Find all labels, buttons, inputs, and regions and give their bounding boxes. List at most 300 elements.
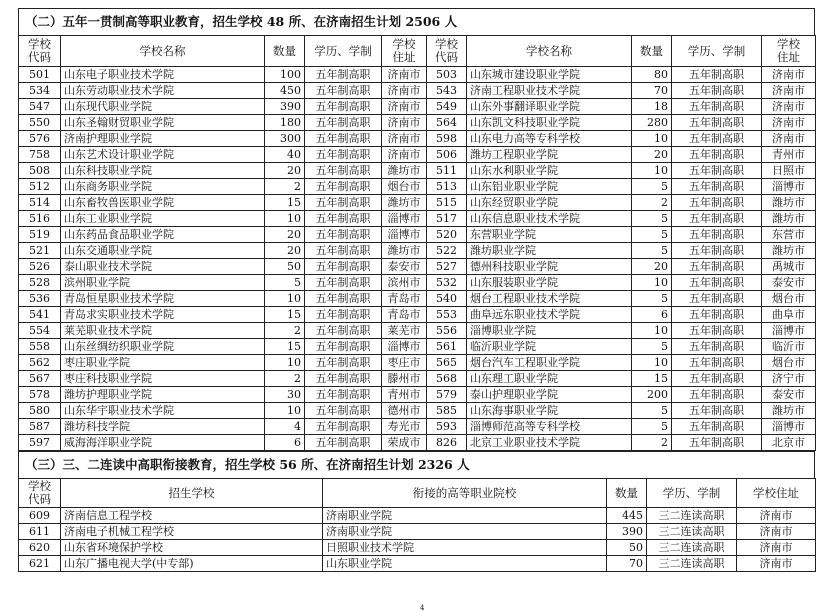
school-name: 山东商务职业学院 bbox=[61, 179, 265, 195]
enrollment-count: 10 bbox=[265, 211, 305, 227]
enrollment-count: 50 bbox=[265, 259, 305, 275]
table-row bbox=[19, 67, 816, 83]
table-row bbox=[19, 83, 816, 99]
school-code: 522 bbox=[427, 243, 467, 259]
school-address: 禹城市 bbox=[762, 259, 816, 275]
enrollment-count: 18 bbox=[632, 99, 672, 115]
school-name: 山东外事翻译职业学院 bbox=[467, 99, 632, 115]
document-page bbox=[18, 8, 815, 572]
header-enrolling-school: 招生学校 bbox=[61, 479, 323, 508]
degree-type: 五年制高职 bbox=[305, 147, 382, 163]
school-address: 潍坊市 bbox=[382, 243, 427, 259]
header-school-name: 学校名称 bbox=[467, 36, 632, 67]
school-code: 578 bbox=[19, 387, 61, 403]
enrollment-count: 2 bbox=[632, 195, 672, 211]
school-code: 526 bbox=[19, 259, 61, 275]
degree-type: 五年制高职 bbox=[305, 259, 382, 275]
table-row bbox=[19, 115, 816, 131]
school-name: 山东工业职业学院 bbox=[61, 211, 265, 227]
code-label-a: 学校 代码 bbox=[28, 37, 51, 64]
enrollment-count: 20 bbox=[265, 163, 305, 179]
table-row bbox=[19, 556, 816, 572]
school-code: 579 bbox=[427, 387, 467, 403]
enrolling-school: 山东省环境保护学校 bbox=[61, 540, 323, 556]
degree-type: 三二连读高职 bbox=[647, 508, 737, 524]
enrollment-count: 15 bbox=[265, 195, 305, 211]
table-row bbox=[19, 99, 816, 115]
school-code: 593 bbox=[427, 419, 467, 435]
table-row bbox=[19, 387, 816, 403]
enrollment-count: 10 bbox=[265, 291, 305, 307]
table-row bbox=[19, 243, 816, 259]
school-code: 516 bbox=[19, 211, 61, 227]
header-address bbox=[382, 36, 427, 67]
school-address: 潍坊市 bbox=[382, 163, 427, 179]
header-school-name: 学校名称 bbox=[61, 36, 265, 67]
enrollment-count: 445 bbox=[607, 508, 647, 524]
enrollment-count: 10 bbox=[632, 275, 672, 291]
enrollment-count: 2 bbox=[632, 435, 672, 451]
school-address: 烟台市 bbox=[762, 291, 816, 307]
school-address: 济南市 bbox=[737, 556, 816, 572]
table-row bbox=[19, 195, 816, 211]
school-address: 济南市 bbox=[382, 115, 427, 131]
header-degree: 学历、学制 bbox=[305, 36, 382, 67]
enrollment-count: 30 bbox=[265, 387, 305, 403]
degree-type: 五年制高职 bbox=[672, 339, 762, 355]
degree-type: 三二连读高职 bbox=[647, 524, 737, 540]
degree-type: 五年制高职 bbox=[672, 355, 762, 371]
school-address: 寿光市 bbox=[382, 419, 427, 435]
code-label-b: 学校 代码 bbox=[435, 37, 458, 64]
degree-type: 五年制高职 bbox=[305, 403, 382, 419]
table-row bbox=[19, 435, 816, 451]
school-code: 501 bbox=[19, 67, 61, 83]
section3-title: （三）三、二连读中高职衔接教育，招生学校 56 所、在济南招生计划 2326 人 bbox=[18, 451, 815, 478]
degree-type: 五年制高职 bbox=[305, 307, 382, 323]
table-row bbox=[19, 259, 816, 275]
enrollment-count: 180 bbox=[265, 115, 305, 131]
degree-type: 五年制高职 bbox=[672, 211, 762, 227]
school-address: 青州市 bbox=[382, 387, 427, 403]
section3-body bbox=[19, 508, 816, 572]
school-code: 534 bbox=[19, 83, 61, 99]
school-address: 淄博市 bbox=[382, 211, 427, 227]
header-degree: 学历、学制 bbox=[672, 36, 762, 67]
section2-table bbox=[18, 35, 816, 451]
enrollment-count: 15 bbox=[265, 307, 305, 323]
school-code: 556 bbox=[427, 323, 467, 339]
school-address: 北京市 bbox=[762, 435, 816, 451]
degree-type: 五年制高职 bbox=[305, 67, 382, 83]
school-name: 淄博职业学院 bbox=[467, 323, 632, 339]
school-code: 553 bbox=[427, 307, 467, 323]
table-row bbox=[19, 371, 816, 387]
school-code: 568 bbox=[427, 371, 467, 387]
school-code: 528 bbox=[19, 275, 61, 291]
school-code: 547 bbox=[19, 99, 61, 115]
school-address: 淄博市 bbox=[382, 339, 427, 355]
enrollment-count: 100 bbox=[265, 67, 305, 83]
school-code: 558 bbox=[19, 339, 61, 355]
school-name: 山东丝绸纺织职业学院 bbox=[61, 339, 265, 355]
school-address: 东营市 bbox=[762, 227, 816, 243]
table-row bbox=[19, 131, 816, 147]
school-name: 德州科技职业学院 bbox=[467, 259, 632, 275]
school-code: 576 bbox=[19, 131, 61, 147]
degree-type: 五年制高职 bbox=[672, 179, 762, 195]
school-code: 826 bbox=[427, 435, 467, 451]
school-code: 513 bbox=[427, 179, 467, 195]
school-address: 济南市 bbox=[737, 508, 816, 524]
header-count: 数量 bbox=[265, 36, 305, 67]
enrollment-count: 5 bbox=[632, 211, 672, 227]
school-code: 511 bbox=[427, 163, 467, 179]
school-address: 泰安市 bbox=[762, 387, 816, 403]
school-name: 山东水利职业学院 bbox=[467, 163, 632, 179]
section3-header-row bbox=[19, 479, 816, 508]
enrollment-count: 70 bbox=[632, 83, 672, 99]
school-code: 506 bbox=[427, 147, 467, 163]
degree-type: 五年制高职 bbox=[305, 323, 382, 339]
degree-type: 五年制高职 bbox=[672, 275, 762, 291]
enrollment-count: 5 bbox=[632, 227, 672, 243]
degree-type: 五年制高职 bbox=[672, 435, 762, 451]
section2-header-row bbox=[19, 36, 816, 67]
school-address: 莱芜市 bbox=[382, 323, 427, 339]
degree-type: 五年制高职 bbox=[305, 179, 382, 195]
degree-type: 五年制高职 bbox=[305, 419, 382, 435]
enrollment-count: 10 bbox=[632, 323, 672, 339]
degree-type: 三二连读高职 bbox=[647, 556, 737, 572]
school-code: 540 bbox=[427, 291, 467, 307]
school-code: 587 bbox=[19, 419, 61, 435]
school-name: 山东凯文科技职业学院 bbox=[467, 115, 632, 131]
school-name: 山东药品食品职业学院 bbox=[61, 227, 265, 243]
school-name: 青岛恒星职业技术学院 bbox=[61, 291, 265, 307]
school-code: 585 bbox=[427, 403, 467, 419]
school-address: 烟台市 bbox=[762, 355, 816, 371]
enrollment-count: 6 bbox=[265, 435, 305, 451]
section2-title: （二）五年一贯制高等职业教育，招生学校 48 所、在济南招生计划 2506 人 bbox=[18, 8, 815, 35]
enrollment-count: 20 bbox=[632, 259, 672, 275]
school-code: 611 bbox=[19, 524, 61, 540]
degree-type: 五年制高职 bbox=[305, 131, 382, 147]
school-name: 山东电子职业技术学院 bbox=[61, 67, 265, 83]
table-row bbox=[19, 307, 816, 323]
degree-type: 五年制高职 bbox=[305, 227, 382, 243]
school-code: 503 bbox=[427, 67, 467, 83]
section3-table bbox=[18, 478, 816, 572]
degree-type: 五年制高职 bbox=[305, 371, 382, 387]
degree-type: 五年制高职 bbox=[305, 99, 382, 115]
school-name: 山东畜牧兽医职业学院 bbox=[61, 195, 265, 211]
school-code: 520 bbox=[427, 227, 467, 243]
school-name: 泰山护理职业学院 bbox=[467, 387, 632, 403]
enrollment-count: 15 bbox=[265, 339, 305, 355]
school-address: 滨州市 bbox=[382, 275, 427, 291]
school-code: 597 bbox=[19, 435, 61, 451]
degree-type: 五年制高职 bbox=[672, 307, 762, 323]
enrollment-count: 450 bbox=[265, 83, 305, 99]
enrollment-count: 15 bbox=[632, 371, 672, 387]
degree-type: 五年制高职 bbox=[672, 131, 762, 147]
school-name: 山东现代职业学院 bbox=[61, 99, 265, 115]
school-name: 北京工业职业技术学院 bbox=[467, 435, 632, 451]
degree-type: 五年制高职 bbox=[672, 259, 762, 275]
enrollment-count: 80 bbox=[632, 67, 672, 83]
school-name: 山东劳动职业技术学院 bbox=[61, 83, 265, 99]
table-row bbox=[19, 403, 816, 419]
degree-type: 五年制高职 bbox=[672, 147, 762, 163]
enrollment-count: 5 bbox=[632, 179, 672, 195]
enrollment-count: 390 bbox=[265, 99, 305, 115]
enrollment-count: 10 bbox=[265, 403, 305, 419]
degree-type: 五年制高职 bbox=[672, 291, 762, 307]
school-code: 519 bbox=[19, 227, 61, 243]
school-code: 758 bbox=[19, 147, 61, 163]
degree-type: 五年制高职 bbox=[305, 339, 382, 355]
enrollment-count: 2 bbox=[265, 323, 305, 339]
enrollment-count: 6 bbox=[632, 307, 672, 323]
enrolling-school: 济南电子机械工程学校 bbox=[61, 524, 323, 540]
school-code: 564 bbox=[427, 115, 467, 131]
enrollment-count: 5 bbox=[265, 275, 305, 291]
school-address: 滕州市 bbox=[382, 371, 427, 387]
enrolling-school: 济南信息工程学校 bbox=[61, 508, 323, 524]
school-address: 曲阜市 bbox=[762, 307, 816, 323]
school-address: 济南市 bbox=[382, 99, 427, 115]
table-row bbox=[19, 179, 816, 195]
school-name: 烟台汽车工程职业学院 bbox=[467, 355, 632, 371]
addr-label-a: 学校 住址 bbox=[392, 37, 416, 64]
school-address: 潍坊市 bbox=[382, 195, 427, 211]
table-row bbox=[19, 211, 816, 227]
school-address: 淄博市 bbox=[762, 179, 816, 195]
table-row bbox=[19, 419, 816, 435]
school-code: 580 bbox=[19, 403, 61, 419]
school-address: 济南市 bbox=[382, 147, 427, 163]
school-name: 山东信息职业技术学院 bbox=[467, 211, 632, 227]
school-address: 济南市 bbox=[762, 131, 816, 147]
degree-type: 五年制高职 bbox=[305, 243, 382, 259]
degree-type: 五年制高职 bbox=[672, 115, 762, 131]
table-row bbox=[19, 147, 816, 163]
table-row bbox=[19, 323, 816, 339]
table-row bbox=[19, 275, 816, 291]
school-address: 济南市 bbox=[762, 83, 816, 99]
school-name: 山东经贸职业学院 bbox=[467, 195, 632, 211]
degree-type: 五年制高职 bbox=[305, 83, 382, 99]
school-address: 烟台市 bbox=[382, 179, 427, 195]
school-address: 济南市 bbox=[762, 115, 816, 131]
enrollment-count: 5 bbox=[632, 291, 672, 307]
degree-type: 五年制高职 bbox=[305, 195, 382, 211]
enrollment-count: 5 bbox=[632, 403, 672, 419]
table-row bbox=[19, 540, 816, 556]
school-name: 潍坊护理职业学院 bbox=[61, 387, 265, 403]
school-address: 济南市 bbox=[382, 131, 427, 147]
degree-type: 五年制高职 bbox=[672, 67, 762, 83]
school-name: 济南工程职业技术学院 bbox=[467, 83, 632, 99]
school-code: 515 bbox=[427, 195, 467, 211]
enrollment-count: 390 bbox=[607, 524, 647, 540]
enrollment-count: 200 bbox=[632, 387, 672, 403]
degree-type: 五年制高职 bbox=[305, 115, 382, 131]
degree-type: 五年制高职 bbox=[672, 387, 762, 403]
school-name: 山东铝业职业学院 bbox=[467, 179, 632, 195]
enrollment-count: 20 bbox=[632, 147, 672, 163]
school-name: 山东服装职业学院 bbox=[467, 275, 632, 291]
partner-college: 日照职业技术学院 bbox=[323, 540, 607, 556]
degree-type: 五年制高职 bbox=[305, 211, 382, 227]
degree-type: 三二连读高职 bbox=[647, 540, 737, 556]
school-name: 山东华宇职业技术学院 bbox=[61, 403, 265, 419]
school-code: 521 bbox=[19, 243, 61, 259]
addr-label-b: 学校 住址 bbox=[777, 37, 800, 64]
table-row bbox=[19, 524, 816, 540]
school-address: 枣庄市 bbox=[382, 355, 427, 371]
school-address: 德州市 bbox=[382, 403, 427, 419]
school-address: 潍坊市 bbox=[762, 195, 816, 211]
school-address: 荣成市 bbox=[382, 435, 427, 451]
page-number: 4 bbox=[420, 604, 425, 612]
school-address: 济南市 bbox=[762, 99, 816, 115]
school-name: 枣庄科技职业学院 bbox=[61, 371, 265, 387]
school-code: 561 bbox=[427, 339, 467, 355]
school-address: 济南市 bbox=[737, 540, 816, 556]
degree-type: 五年制高职 bbox=[672, 323, 762, 339]
degree-type: 五年制高职 bbox=[672, 195, 762, 211]
school-name: 山东交通职业学院 bbox=[61, 243, 265, 259]
school-code: 598 bbox=[427, 131, 467, 147]
school-address: 泰安市 bbox=[762, 275, 816, 291]
header-degree: 学历、学制 bbox=[647, 479, 737, 508]
school-name: 烟台工程职业技术学院 bbox=[467, 291, 632, 307]
school-code: 512 bbox=[19, 179, 61, 195]
school-address: 临沂市 bbox=[762, 339, 816, 355]
enrollment-count: 10 bbox=[632, 355, 672, 371]
degree-type: 五年制高职 bbox=[305, 387, 382, 403]
enrollment-count: 5 bbox=[632, 419, 672, 435]
school-name: 曲阜远东职业技术学院 bbox=[467, 307, 632, 323]
degree-type: 五年制高职 bbox=[305, 355, 382, 371]
school-address: 济南市 bbox=[382, 67, 427, 83]
section2-body bbox=[19, 67, 816, 451]
degree-type: 五年制高职 bbox=[672, 419, 762, 435]
enrollment-count: 280 bbox=[632, 115, 672, 131]
school-name: 滨州职业学院 bbox=[61, 275, 265, 291]
school-address: 青州市 bbox=[762, 147, 816, 163]
school-code: 536 bbox=[19, 291, 61, 307]
school-code: 550 bbox=[19, 115, 61, 131]
school-name: 潍坊科技学院 bbox=[61, 419, 265, 435]
school-code: 517 bbox=[427, 211, 467, 227]
header-address: 学校住址 bbox=[737, 479, 816, 508]
school-address: 青岛市 bbox=[382, 307, 427, 323]
table-row bbox=[19, 291, 816, 307]
enrollment-count: 40 bbox=[265, 147, 305, 163]
school-code: 543 bbox=[427, 83, 467, 99]
degree-type: 五年制高职 bbox=[305, 275, 382, 291]
enrollment-count: 2 bbox=[265, 179, 305, 195]
school-code: 567 bbox=[19, 371, 61, 387]
header-school-code bbox=[19, 36, 61, 67]
school-name: 莱芜职业技术学院 bbox=[61, 323, 265, 339]
table-row bbox=[19, 355, 816, 371]
header-school-code bbox=[427, 36, 467, 67]
degree-type: 五年制高职 bbox=[672, 403, 762, 419]
school-name: 威海海洋职业学院 bbox=[61, 435, 265, 451]
table-row bbox=[19, 508, 816, 524]
school-name: 山东理工职业学院 bbox=[467, 371, 632, 387]
degree-type: 五年制高职 bbox=[672, 99, 762, 115]
school-name: 山东科技职业学院 bbox=[61, 163, 265, 179]
school-address: 济南市 bbox=[382, 83, 427, 99]
school-code: 554 bbox=[19, 323, 61, 339]
school-name: 山东圣翰财贸职业学院 bbox=[61, 115, 265, 131]
enrollment-count: 50 bbox=[607, 540, 647, 556]
school-name: 潍坊工程职业学院 bbox=[467, 147, 632, 163]
school-name: 潍坊职业学院 bbox=[467, 243, 632, 259]
school-code: 562 bbox=[19, 355, 61, 371]
enrollment-count: 5 bbox=[632, 339, 672, 355]
enrollment-count: 10 bbox=[632, 163, 672, 179]
partner-college: 济南职业学院 bbox=[323, 524, 607, 540]
header-count: 数量 bbox=[607, 479, 647, 508]
enrollment-count: 2 bbox=[265, 371, 305, 387]
school-name: 临沂职业学院 bbox=[467, 339, 632, 355]
school-name: 山东艺术设计职业学院 bbox=[61, 147, 265, 163]
school-address: 淄博市 bbox=[762, 419, 816, 435]
school-code: 549 bbox=[427, 99, 467, 115]
school-address: 淄博市 bbox=[762, 323, 816, 339]
degree-type: 五年制高职 bbox=[672, 163, 762, 179]
enrolling-school: 山东广播电视大学(中专部) bbox=[61, 556, 323, 572]
school-code: 609 bbox=[19, 508, 61, 524]
table-row bbox=[19, 163, 816, 179]
school-name: 东营职业学院 bbox=[467, 227, 632, 243]
enrollment-count: 300 bbox=[265, 131, 305, 147]
school-code: 514 bbox=[19, 195, 61, 211]
school-name: 青岛求实职业技术学院 bbox=[61, 307, 265, 323]
header-count: 数量 bbox=[632, 36, 672, 67]
school-name: 山东海事职业学院 bbox=[467, 403, 632, 419]
school-code: 620 bbox=[19, 540, 61, 556]
school-name: 淄博师范高等专科学校 bbox=[467, 419, 632, 435]
school-address: 济宁市 bbox=[762, 371, 816, 387]
header-school-code bbox=[19, 479, 61, 508]
partner-college: 山东职业学院 bbox=[323, 556, 607, 572]
enrollment-count: 20 bbox=[265, 227, 305, 243]
school-name: 山东城市建设职业学院 bbox=[467, 67, 632, 83]
school-address: 济南市 bbox=[737, 524, 816, 540]
school-address: 潍坊市 bbox=[762, 243, 816, 259]
school-address: 泰安市 bbox=[382, 259, 427, 275]
degree-type: 五年制高职 bbox=[672, 227, 762, 243]
partner-college: 济南职业学院 bbox=[323, 508, 607, 524]
degree-type: 五年制高职 bbox=[672, 83, 762, 99]
enrollment-count: 4 bbox=[265, 419, 305, 435]
school-code: 541 bbox=[19, 307, 61, 323]
school-code: 527 bbox=[427, 259, 467, 275]
enrollment-count: 20 bbox=[265, 243, 305, 259]
header-partner-college: 衔接的高等职业院校 bbox=[323, 479, 607, 508]
school-name: 山东电力高等专科学校 bbox=[467, 131, 632, 147]
enrollment-count: 10 bbox=[632, 131, 672, 147]
enrollment-count: 10 bbox=[265, 355, 305, 371]
school-address: 日照市 bbox=[762, 163, 816, 179]
